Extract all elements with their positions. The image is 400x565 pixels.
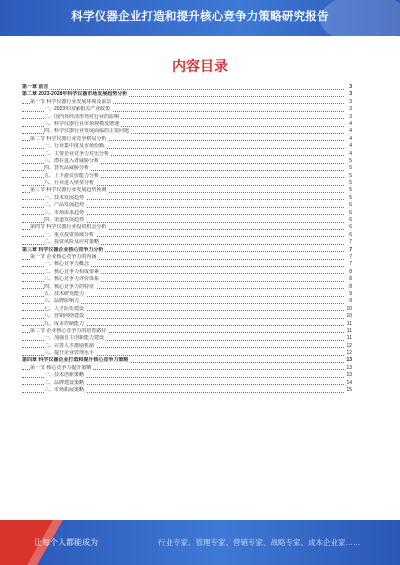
toc-entry-page: 13 bbox=[346, 372, 352, 379]
toc-entry[interactable] bbox=[22, 357, 352, 364]
toc-entry-page: 5 bbox=[349, 157, 352, 164]
toc-entry-label: 第三章 科学仪器企业核心竞争力分析 bbox=[22, 246, 104, 253]
toc-entry-label: 三、潜在进入者威胁分析 bbox=[44, 157, 100, 164]
toc-entry-page: 5 bbox=[349, 180, 352, 187]
toc-entry-label: 三、核心竞争力评价体系 bbox=[44, 276, 100, 283]
toc-entry[interactable] bbox=[22, 99, 352, 106]
toc-entry-label: 第四节 科学仪器行业投资机会分析 bbox=[30, 224, 107, 231]
toc-entry-page: 12 bbox=[346, 342, 352, 349]
toc-entry-page: 8 bbox=[349, 268, 352, 275]
toc-entry-page: 11 bbox=[346, 320, 352, 327]
toc-entry-page: 11 bbox=[346, 327, 352, 334]
toc-entry[interactable] bbox=[22, 158, 352, 165]
toc-entry[interactable] bbox=[22, 313, 352, 320]
toc-entry[interactable] bbox=[22, 232, 352, 239]
toc-entry[interactable] bbox=[22, 224, 352, 231]
toc-entry[interactable] bbox=[22, 128, 352, 135]
toc-entry[interactable] bbox=[22, 343, 352, 350]
toc-entry-label: 第一章 前言 bbox=[22, 84, 49, 90]
toc-entry-label: 一、2023年国家相关产业政策 bbox=[44, 106, 111, 113]
toc-entry[interactable] bbox=[22, 254, 352, 261]
toc-entry-page: 7 bbox=[349, 239, 352, 246]
footer-slogan: 让每个人都能成为 bbox=[34, 538, 98, 547]
toc-entry-page: 8 bbox=[349, 283, 352, 290]
toc-entry-label: 第二节 科学仪器行业竞争格局分析 bbox=[30, 135, 107, 142]
toc-entry[interactable] bbox=[22, 321, 352, 328]
toc-entry[interactable] bbox=[22, 387, 352, 394]
toc-entry-label: 一、加强自主创新能力建设 bbox=[44, 335, 105, 342]
report-title: 科学仪器企业打造和提升核心竞争力策略研究报告 bbox=[71, 11, 329, 23]
toc-entry-label: 二、品牌建设策略 bbox=[44, 379, 85, 386]
toc-entry-label: 第四章 科学仪器企业打造和提升核心竞争力策略 bbox=[22, 357, 129, 364]
toc-entry-page: 8 bbox=[349, 276, 352, 283]
toc-entry-label: 四、科学仪器行业发展面临的主要问题 bbox=[44, 128, 130, 135]
toc-entry[interactable] bbox=[22, 350, 352, 357]
toc-entry-label: 五、技术研发能力 bbox=[44, 290, 85, 297]
toc-entry[interactable] bbox=[22, 187, 352, 194]
toc-entry-page: 4 bbox=[349, 143, 352, 150]
toc-entry-label: 二、国内外经济形势对行业的影响 bbox=[44, 113, 120, 120]
toc-entry-page: 4 bbox=[349, 128, 352, 135]
toc-entry-page: 3 bbox=[349, 113, 352, 120]
toc-entry-label: 二、投资风险及应对策略 bbox=[44, 239, 100, 246]
toc-entry[interactable] bbox=[22, 335, 352, 342]
toc-entry[interactable] bbox=[22, 143, 352, 150]
toc-entry-label: 第二章 2023-2028年科学仪器市场发展趋势分析 bbox=[22, 91, 128, 98]
toc-entry[interactable] bbox=[22, 276, 352, 283]
toc-entry-label: 四、替代品威胁分析 bbox=[44, 165, 90, 172]
toc-entry-label: 第一节 科学仪器行业发展环境及前景 bbox=[30, 98, 112, 105]
toc-entry-page: 6 bbox=[349, 202, 352, 209]
toc-entry-page: 3 bbox=[349, 106, 352, 113]
toc-heading: 内容目录 bbox=[172, 58, 228, 74]
footer-banner bbox=[0, 520, 400, 565]
toc-entry-label: 七、人才队伍建设 bbox=[44, 305, 85, 312]
toc-entry-label: 四、核心竞争力的特征 bbox=[44, 283, 95, 290]
toc-entry-label: 第一节 核心竞争力提升策略 bbox=[30, 364, 92, 371]
toc-entry-page: 11 bbox=[346, 335, 352, 342]
toc-entry[interactable] bbox=[22, 195, 352, 202]
toc-entry-page: 6 bbox=[349, 224, 352, 231]
toc-entry-page: 6 bbox=[349, 209, 352, 216]
toc-entry-page: 10 bbox=[346, 305, 352, 312]
toc-entry[interactable] bbox=[22, 261, 352, 268]
toc-entry-page: 5 bbox=[349, 172, 352, 179]
toc-entry[interactable] bbox=[22, 291, 352, 298]
toc-entry-label: 一、行业集中度及市场份额 bbox=[44, 143, 105, 150]
toc-entry-label: 八、营销网络建设 bbox=[44, 313, 85, 320]
toc-entry-label: 二、产品发展趋势 bbox=[44, 202, 85, 209]
toc-entry-label: 五、上下游议价能力分析 bbox=[44, 172, 100, 179]
toc-entry-label: 一、重点投资领域分析 bbox=[44, 231, 95, 238]
toc-entry[interactable] bbox=[22, 269, 352, 276]
toc-entry-page: 15 bbox=[346, 387, 352, 394]
toc-entry[interactable] bbox=[22, 217, 352, 224]
toc-entry[interactable] bbox=[22, 372, 352, 379]
toc-entry[interactable] bbox=[22, 210, 352, 217]
toc-entry-label: 二、主要企业竞争力对比分析 bbox=[44, 150, 110, 157]
toc-entry[interactable] bbox=[22, 121, 352, 128]
toc-entry-page: 3 bbox=[349, 98, 352, 105]
toc-entry-page: 5 bbox=[349, 187, 352, 194]
toc-entry-page: 10 bbox=[346, 313, 352, 320]
toc-entry[interactable] bbox=[22, 114, 352, 121]
toc-entry[interactable] bbox=[22, 84, 352, 91]
toc-entry[interactable] bbox=[22, 202, 352, 209]
footer-roles: 行业专家、管理专家、营销专家、战略专家、成本企业家…… bbox=[158, 538, 361, 547]
toc-entry-label: 六、行业进入壁垒分析 bbox=[44, 180, 95, 187]
toc-entry-label: 九、成本控制能力 bbox=[44, 320, 85, 327]
toc-entry-page: 3 bbox=[349, 91, 352, 98]
toc-entry[interactable] bbox=[22, 380, 352, 387]
toc-entry-label: 四、渠道发展趋势 bbox=[44, 217, 85, 224]
toc-entry-page: 14 bbox=[346, 379, 352, 386]
toc-entry-page: 4 bbox=[349, 120, 352, 127]
toc-entry[interactable] bbox=[22, 247, 352, 254]
toc-entry-page: 12 bbox=[346, 350, 352, 357]
toc-entry-label: 一、核心竞争力概念 bbox=[44, 261, 90, 268]
toc-entry-page: 7 bbox=[349, 261, 352, 268]
toc-entry-label: 三、市场拓展策略 bbox=[44, 387, 85, 394]
toc-entry-page: 5 bbox=[349, 165, 352, 172]
toc-entry-label: 第二节 企业核心竞争力的培育路径 bbox=[30, 327, 107, 334]
table-of-contents bbox=[22, 84, 352, 394]
toc-entry[interactable] bbox=[22, 165, 352, 172]
toc-entry-page: 6 bbox=[349, 231, 352, 238]
toc-entry[interactable] bbox=[22, 173, 352, 180]
toc-entry-label: 第三节 科学仪器行业发展趋势预测 bbox=[30, 187, 107, 194]
toc-entry-label: 二、完善人才激励机制 bbox=[44, 342, 95, 349]
toc-entry[interactable] bbox=[22, 180, 352, 187]
toc-entry[interactable] bbox=[22, 306, 352, 313]
toc-entry-page: 5 bbox=[349, 194, 352, 201]
toc-leader-dots bbox=[22, 89, 344, 90]
toc-entry-page: 4 bbox=[349, 135, 352, 142]
toc-entry[interactable] bbox=[22, 298, 352, 305]
toc-entry-label: 一、技术发展趋势 bbox=[44, 194, 85, 201]
toc-entry-label: 三、市场需求趋势 bbox=[44, 209, 85, 216]
toc-entry-page: 7 bbox=[349, 246, 352, 253]
toc-entry[interactable] bbox=[22, 136, 352, 143]
toc-entry-page: 3 bbox=[349, 84, 352, 90]
header-banner bbox=[0, 0, 400, 36]
toc-entry-page: 9 bbox=[349, 298, 352, 305]
toc-entry-label: 二、核心竞争力构成要素 bbox=[44, 268, 100, 275]
toc-entry-page: 13 bbox=[346, 364, 352, 371]
toc-entry-label: 三、科学仪器行业市场规模及增速 bbox=[44, 120, 120, 127]
toc-entry[interactable] bbox=[22, 365, 352, 372]
toc-entry[interactable] bbox=[22, 239, 352, 246]
toc-entry[interactable] bbox=[22, 328, 352, 335]
toc-entry-page: 4 bbox=[349, 150, 352, 157]
toc-entry-page: 9 bbox=[349, 290, 352, 297]
toc-entry-label: 三、提升企业管理水平 bbox=[44, 350, 95, 357]
toc-entry[interactable] bbox=[22, 91, 352, 98]
toc-entry[interactable] bbox=[22, 151, 352, 158]
toc-entry-page: 6 bbox=[349, 217, 352, 224]
toc-entry-page: 13 bbox=[346, 357, 352, 364]
toc-entry[interactable] bbox=[22, 284, 352, 291]
toc-entry-label: 第一节 企业核心竞争力的内涵 bbox=[30, 253, 97, 260]
toc-entry[interactable] bbox=[22, 106, 352, 113]
toc-entry-label: 六、品牌影响力 bbox=[44, 298, 80, 305]
toc-entry-label: 一、技术创新策略 bbox=[44, 372, 85, 379]
toc-entry-page: 7 bbox=[349, 253, 352, 260]
